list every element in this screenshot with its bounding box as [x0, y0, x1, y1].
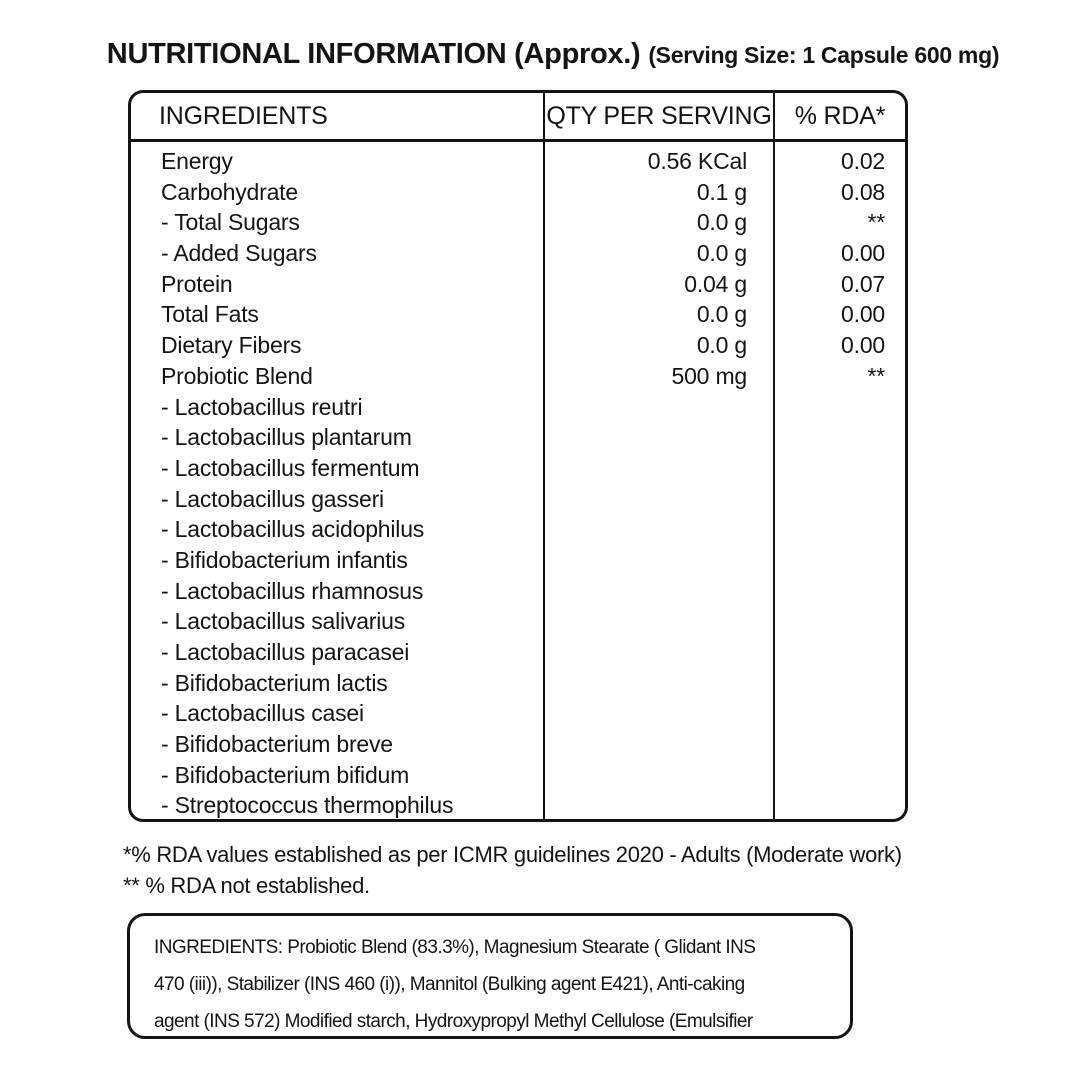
ingredient-name-cell: Dietary Fibers — [161, 332, 302, 359]
ingredient-name-cell: - Lactobacillus rhamnosus — [161, 577, 424, 604]
qty-cell — [545, 790, 773, 821]
rda-cell — [775, 392, 905, 423]
ingredient-name-cells — [131, 142, 543, 821]
serving-size: (Serving Size: 1 Capsule 600 mg) — [648, 42, 1000, 68]
qty-cell: 0.0 g — [696, 301, 747, 328]
ingredient-name-cell: - Lactobacillus salivarius — [161, 608, 406, 635]
title-main: NUTRITIONAL INFORMATION (Approx.) — [106, 38, 641, 70]
ingredient-name-cell: - Bifidobacterium infantis — [161, 546, 408, 573]
ingredient-name-cell: - Total Sugars — [161, 209, 300, 236]
ingredient-name-cell: - Bifidobacterium breve — [161, 731, 393, 758]
qty-cell: 0.0 g — [696, 240, 747, 267]
rda-cell — [775, 637, 905, 668]
ingredient-name-cell: - Lactobacillus plantarum — [161, 424, 412, 451]
qty-cell — [545, 514, 773, 545]
ingredient-name-cell: Energy — [161, 148, 233, 174]
ingredient-name-cell: - Lactobacillus acidophilus — [161, 516, 425, 543]
column-rda — [775, 93, 905, 819]
header-rda: % RDA* — [775, 93, 905, 142]
rda-cell — [775, 729, 905, 760]
rda-cell — [775, 576, 905, 607]
qty-cell — [545, 545, 773, 576]
ingredient-name-cell: - Added Sugars — [161, 240, 317, 267]
column-ingredients — [131, 93, 543, 819]
ingredient-name-cell: Total Fats — [161, 301, 259, 328]
qty-cell — [545, 606, 773, 637]
ingredients-box-line-1: INGREDIENTS: Probiotic Blend (83.3%), Magnesium Stearate ( Glidant INS — [154, 937, 756, 958]
ingredient-name-cell: - Bifidobacterium lactis — [161, 669, 388, 696]
rda-cell — [775, 668, 905, 699]
qty-cell — [545, 668, 773, 699]
ingredient-name-cell: - Lactobacillus paracasei — [161, 639, 410, 665]
qty-cell: 0.0 g — [696, 332, 747, 359]
column-qty-per-serving — [543, 93, 775, 819]
qty-cell: 0.04 g — [684, 270, 747, 297]
footnotes — [123, 840, 1023, 901]
rda-cell — [775, 698, 905, 729]
rda-cell: 0.02 — [841, 148, 885, 174]
ingredient-name-cell: Protein — [161, 270, 233, 297]
qty-cell: 500 mg — [671, 362, 747, 389]
rda-cell: ** — [867, 362, 885, 389]
qty-cell: 0.56 KCal — [647, 148, 747, 174]
page-title — [0, 34, 1080, 79]
qty-cell — [545, 484, 773, 515]
qty-cell — [545, 760, 773, 791]
qty-cell — [545, 576, 773, 607]
ingredient-name-cell: - Lactobacillus gasseri — [161, 485, 384, 512]
qty-cell — [545, 392, 773, 423]
rda-cells — [775, 142, 905, 821]
rda-cell — [775, 422, 905, 453]
ingredient-name-cell: Probiotic Blend — [161, 362, 313, 389]
qty-cell — [545, 729, 773, 760]
ingredient-name-cell: Carbohydrate — [161, 178, 298, 205]
ingredients-box — [127, 913, 853, 1039]
header-qty-per-serving: QTY PER SERVING — [545, 93, 773, 142]
rda-cell: 0.00 — [841, 332, 885, 359]
ingredient-name-cell: - Lactobacillus reutri — [161, 393, 363, 420]
rda-cell — [775, 545, 905, 576]
rda-cell — [775, 484, 905, 515]
rda-cell: 0.07 — [841, 270, 885, 297]
rda-cell — [775, 453, 905, 484]
qty-cells — [545, 142, 773, 821]
qty-cell — [545, 637, 773, 668]
qty-cell — [545, 422, 773, 453]
ingredient-name-cell: - Bifidobacterium bifidum — [161, 761, 410, 788]
footnote-rda-guidelines: *% RDA values established as per ICMR guidelines 2020 - Adults (Moderate work) — [123, 842, 902, 867]
ingredient-name-cell: - Streptococcus thermophilus — [161, 792, 454, 819]
qty-cell: 0.0 g — [696, 209, 747, 236]
rda-cell: 0.08 — [841, 178, 885, 205]
qty-cell — [545, 453, 773, 484]
rda-cell: 0.00 — [841, 301, 885, 328]
ingredient-name-cell: - Lactobacillus fermentum — [161, 454, 420, 481]
rda-cell — [775, 514, 905, 545]
rda-cell: ** — [867, 209, 885, 236]
ingredient-name-cell: - Lactobacillus casei — [161, 700, 364, 727]
footnote-rda-not-established: ** % RDA not established. — [123, 872, 370, 898]
header-ingredients: INGREDIENTS — [131, 93, 543, 142]
rda-cell — [775, 760, 905, 791]
qty-cell — [545, 698, 773, 729]
rda-cell — [775, 790, 905, 821]
ingredients-box-line-3: agent (INS 572) Modified starch, Hydroxypropyl Methyl Cellulose (Emulsifier — [154, 1011, 753, 1032]
rda-cell — [775, 606, 905, 637]
rda-cell: 0.00 — [841, 240, 885, 267]
ingredients-box-line-2: 470 (iii)), Stabilizer (INS 460 (i)), Mannitol (Bulking agent E421), Anti-caking — [154, 974, 745, 995]
qty-cell: 0.1 g — [696, 178, 747, 205]
nutrition-table — [128, 90, 908, 822]
